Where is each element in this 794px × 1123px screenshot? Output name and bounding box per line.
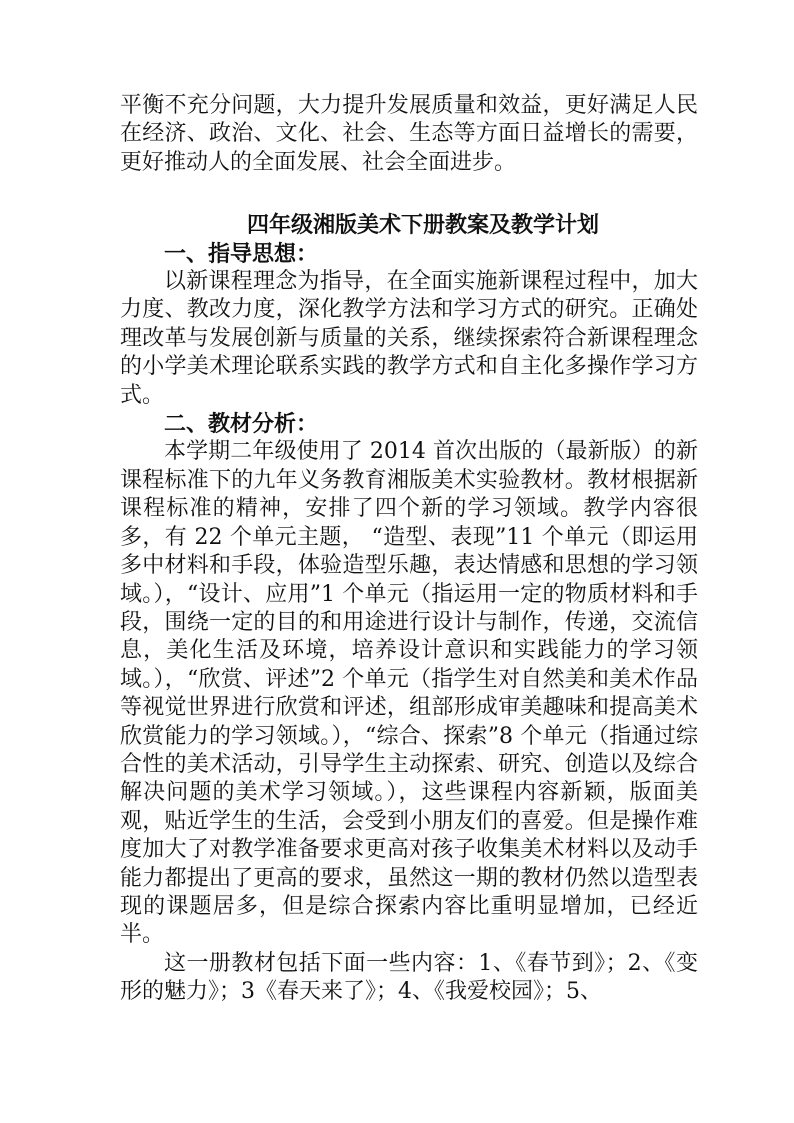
guiding-ideology-paragraph: 以新课程理念为指导，在全面实施新课程过程中，加大力度、教改力度，深化教学方法和学习方式的研究。正确处理改革与发展创新与质量的关系，继续探索符合新课程理念的小学美术理论联系实践的教学方式和自主化多操作学习方式。	[120, 269, 698, 408]
section-heading-textbook-analysis: 二、教材分析：	[164, 411, 319, 438]
textbook-contents-paragraph: 这一册教材包括下面一些内容：1、《春节到》；2、《变形的魅力》；3《春天来了》；4、《我爱校园》；5、	[120, 950, 698, 1005]
intro-paragraph: 平衡不充分问题，大力提升发展质量和效益，更好满足人民在经济、政治、文化、社会、生态等方面日益增长的需要，更好推动人的全面发展、社会全面进步。	[120, 93, 698, 175]
section-heading-guiding-ideology: 一、指导思想：	[164, 240, 319, 267]
textbook-analysis-paragraph: 本学期二年级使用了 2014 首次出版的（最新版）的新课程标准下的九年义务教育湘版美术实验教材。教材根据新课程标准的精神，安排了四个新的学习领域。教学内容很多，有 22 个单元主题， “造型、表现”11 个单元（即运用多中材料和手段，体验造型乐趣，表达情感和思想的学习领域。），“设计、应用”1 个单元（指运用一定的物质材料和手段，围绕一定的目的和用途进行设计与制作，传递，交流信息，美化生活及环境，培养设计意识和实践能力的学习领域。），“欣赏、评述”2 个单元（指学生对自然美和美术作品等视觉世界进行欣赏和评述，组部形成审美趣味和提高美术欣赏能力的学习领域。），“综合、探索”8 个单元（指通过综合性的美术活动，引导学生主动探索、研究、创造以及综合解决问题的美术学习领域。），这些课程内容新颖，版面美观，贴近学生的生活，会受到小朋友们的喜爱。但是操作难度加大了对教学准备要求更高对孩子收集美术材料以及动手能力都提出了更高的要求，虽然这一期的教材仍然以造型表现的课题居多，但是综合探索内容比重明显增加，已经近半。	[120, 439, 698, 948]
document-page	[120, 92, 698, 1007]
document-title: 四年级湘版美术下册教案及教学计划	[246, 212, 599, 239]
